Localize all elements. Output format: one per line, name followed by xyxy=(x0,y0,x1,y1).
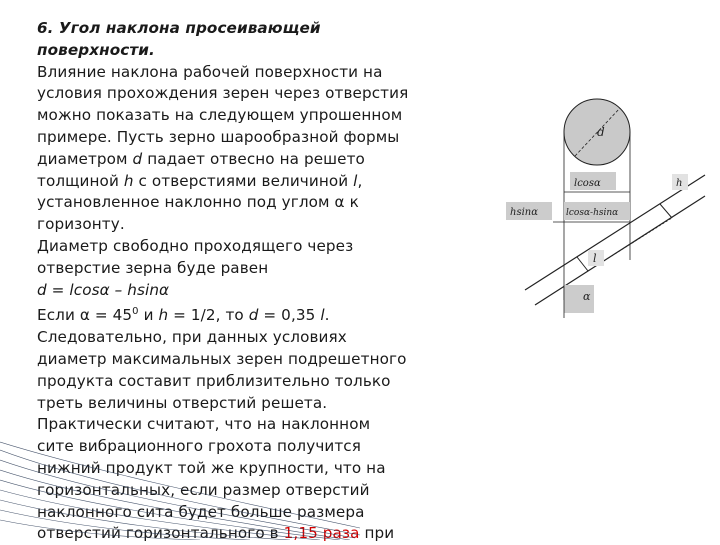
var-d: d xyxy=(132,149,143,168)
body-line-18: сите вибрационного грохота получится xyxy=(37,437,361,456)
label-d: d xyxy=(597,125,605,139)
body-line-6: толщиной h с отверстиями величиной l, xyxy=(37,171,363,190)
body-line-20: горизонтальных, если размер отверстий xyxy=(37,480,370,499)
label-alpha: α xyxy=(583,290,591,303)
label-l: l xyxy=(593,252,597,265)
body-line-14: диаметр максимальных зерен подрешетного xyxy=(37,350,407,369)
body-line-7: установленное наклонно под углом α к xyxy=(37,193,359,212)
body-line-15: продукта составит приблизительно только xyxy=(37,371,391,390)
body-line-2: условия прохождения зерен через отверстия xyxy=(37,84,409,103)
var-l: l xyxy=(353,171,358,190)
label-lcos: lcosα xyxy=(574,178,601,189)
degree-superscript: 0 xyxy=(132,306,139,318)
body-line-13: Следовательно, при данных условиях xyxy=(37,328,347,347)
sieve-diagram xyxy=(495,85,710,325)
body-line-19: нижний продукт той же крупности, что на xyxy=(37,459,386,477)
body-line-22: отверстий горизонтального в 1,15 раза при xyxy=(37,524,395,543)
label-lcos-hsin: lcosα-hsinα xyxy=(566,208,619,218)
body-line-3: можно показать на следующем упрошенном xyxy=(37,106,403,125)
formula-line xyxy=(37,280,487,302)
highlight-ratio: 1,15 раза xyxy=(283,524,360,543)
body-line-5: диаметром d падает отвесно на решето xyxy=(37,149,365,168)
slide-title-line-2: поверхности. xyxy=(37,40,155,59)
body-line-9: Диаметр свободно проходящего через xyxy=(37,236,354,255)
body-line-12: Если $\alpha = 45^0$ и h = 1/2, то d = 0,35 l. xyxy=(37,306,330,325)
body-line-1: Влияние наклона рабочей поверхности на xyxy=(37,62,383,81)
slide-title-line-1: 6. Угол наклона просеивающей xyxy=(37,19,321,37)
body-line-16: треть величины отверстий решета. xyxy=(37,393,328,412)
slide-text xyxy=(37,18,487,545)
label-h: h xyxy=(676,178,683,189)
label-hsin: hsinα xyxy=(510,207,538,218)
body-line-17: Практически считают, что на наклонном xyxy=(37,415,371,434)
var-h: h xyxy=(123,171,134,190)
body-line-21: наклонного сита будет больше размера xyxy=(37,502,365,521)
formula: d = lcosα – hsinα xyxy=(37,280,170,299)
body-line-8: горизонту. xyxy=(37,215,125,234)
body-line-10: отверстие зерна буде равен xyxy=(37,258,269,277)
body-line-4: примере. Пусть зерно шарообразной формы xyxy=(37,127,400,146)
